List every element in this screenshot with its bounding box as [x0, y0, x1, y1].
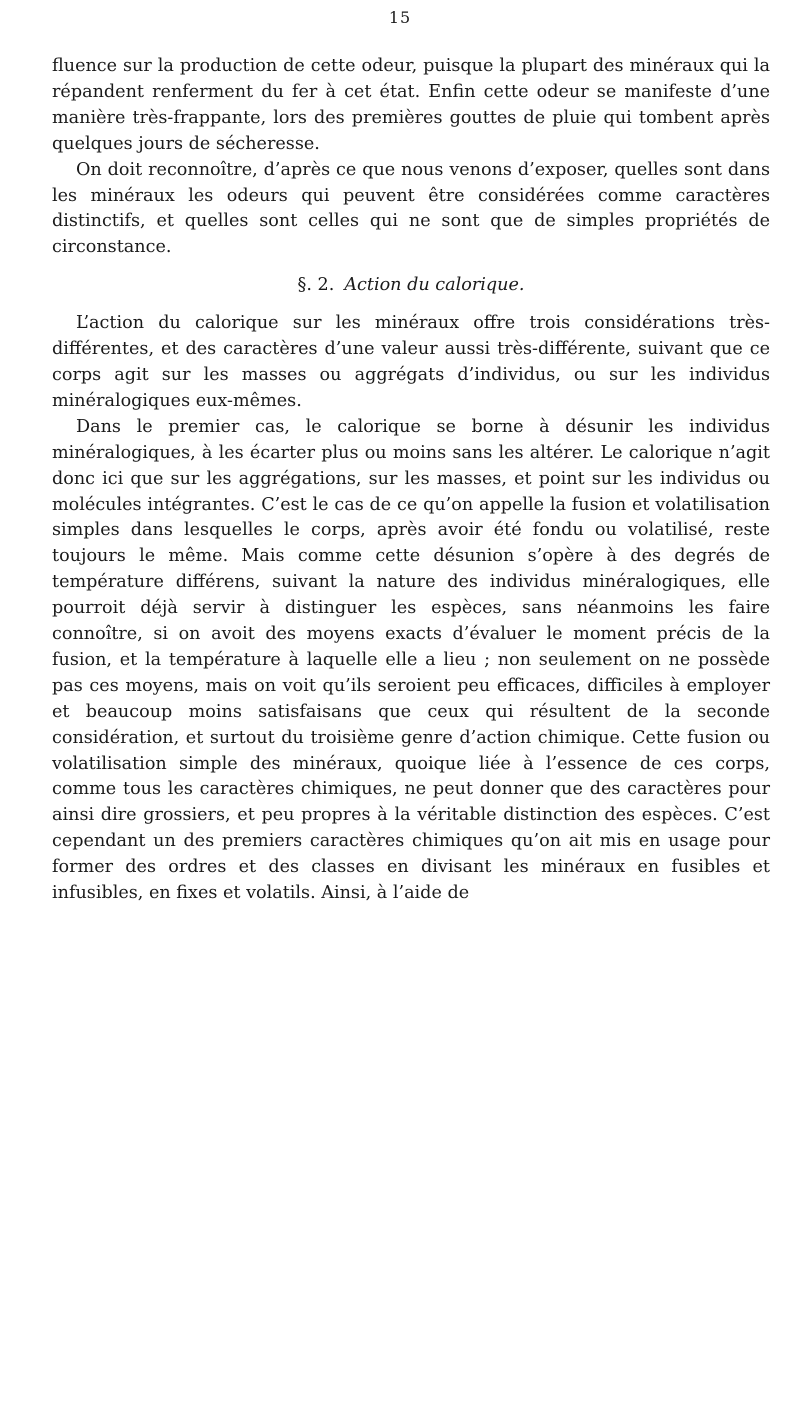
page-number: 15 [388, 8, 412, 27]
paragraph-premier-cas: Dans le premier cas, le calorique se borne à désunir les individus minéralogiques, à les écarter plus ou moins sans les altérer. Le calorique n’agit donc ici que sur les aggrégations, sur les masses, et point sur les individus ou molécules intégrantes. C’est le cas de ce qu’on appelle la fusion et volatilisation simples dans lesquelles le corps, après avoir été fondu ou volatilisé, reste toujours le même. Mais comme cette désunion s’opère à des degrés de température différens, suivant la nature des individus minéralogiques, elle pourroit déjà servir à distinguer les espèces, sans néanmoins les faire connoître, si on avoit des moyens exacts d’évaluer le moment précis de la fusion, et la température à laquelle elle a lieu ; non seulement on ne possède pas ces moyens, mais on voit qu’ils seroient peu efficaces, difficiles à employer et beaucoup moins satisfaisans que ceux qui résultent de la seconde considération, et surtout du troisième genre d’action chimique. Cette fusion ou volatilisation simple des minéraux, quoique liée à l’essence de ces corps, comme tous les caractères chimiques, ne peut donner que des caractères pour ainsi dire grossiers, et peu propres à la véritable distinction des espèces. C’est cependant un des premiers caractères chimiques qu’on ait mis en usage pour former des ordres et des classes en divisant les minéraux en fusibles et infusibles, en fixes et volatils. Ainsi, à l’aide de [52, 416, 770, 904]
paragraph-odeurs: On doit reconnoître, d’après ce que nous venons d’exposer, quelles sont dans les minéraux les odeurs qui peuvent être considérées comme caractères distinctifs, et quelles sont celles qui ne sont que de simples propriétés de circonstance. [52, 159, 770, 258]
body-text [52, 54, 770, 907]
section-title: Action du calorique. [344, 275, 525, 296]
paragraph-action-calorique: L’action du calorique sur les minéraux offre trois considérations très-différentes, et des caractères d’une valeur aussi très-différente, suivant que ce corps agit sur les masses ou aggrégats d’individus, ou sur les individus minéralogiques eux-mêmes. [52, 313, 770, 411]
section-number: §. 2. [297, 275, 335, 296]
section-heading [52, 273, 770, 299]
paragraph-continued: fluence sur la production de cette odeur, puisque la plupart des minéraux qui la répandent renferment du fer à cet état. Enfin cette odeur se manifeste d’une manière très-frappante, lors des premières gouttes de pluie qui tombent après quelques jours de sécheresse. [52, 56, 770, 154]
